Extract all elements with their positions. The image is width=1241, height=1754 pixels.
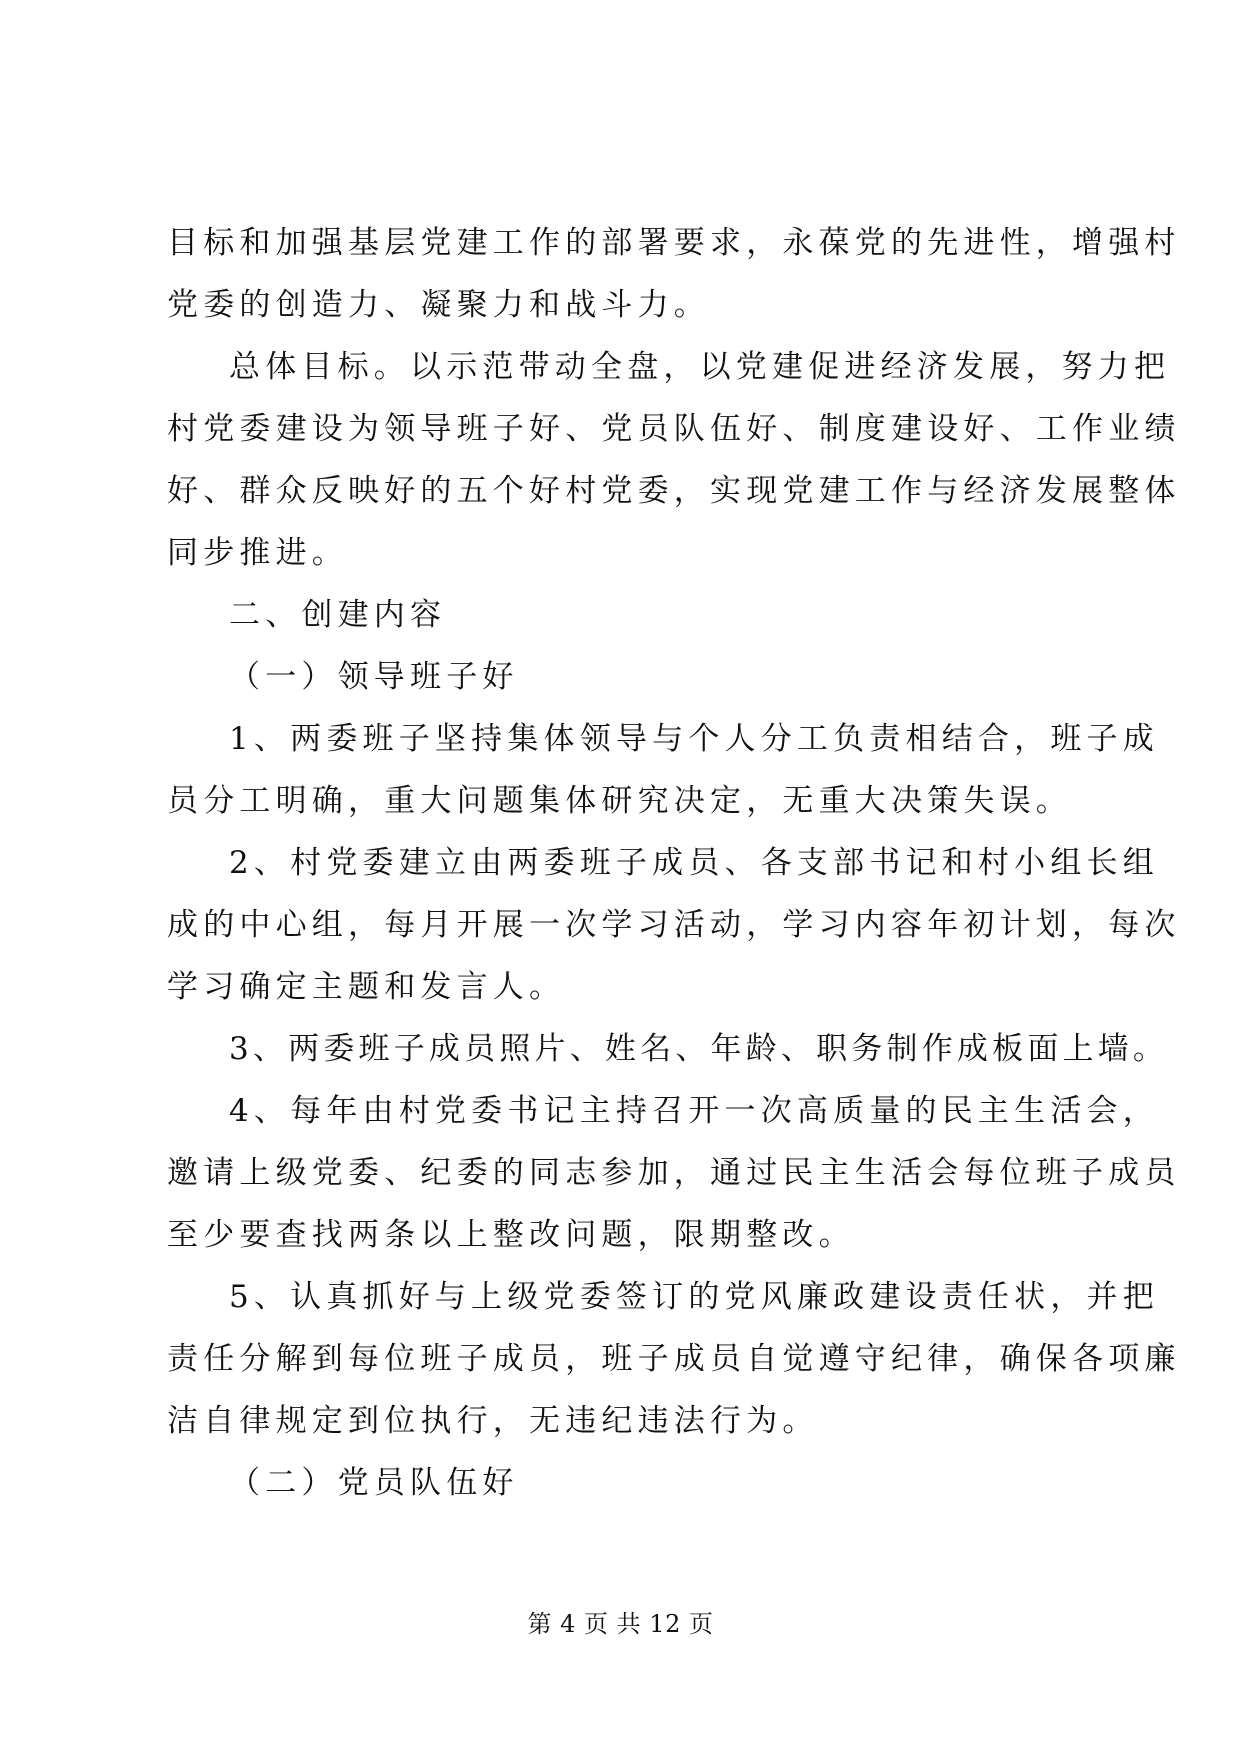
subsection-heading-party-members: （二）党员队伍好 [229, 1465, 519, 1501]
document-body [167, 225, 1181, 1530]
list-item-5: 5、认真抓好与上级党委签订的党风廉政建设责任状，并把 [229, 1279, 1159, 1315]
body-text-line: 同步推进。 [167, 535, 348, 571]
body-text-line: 责任分解到每位班子成员，班子成员自觉遵守纪律，确保各项廉 [167, 1341, 1181, 1377]
body-text-line: 邀请上级党委、纪委的同志参加，通过民主生活会每位班子成员 [167, 1155, 1181, 1191]
body-text-line: 员分工明确，重大问题集体研究决定，无重大决策失误。 [167, 783, 1072, 819]
body-text-line: 至少要查找两条以上整改问题，限期整改。 [167, 1217, 855, 1253]
list-item-3: 3、两委班子成员照片、姓名、年龄、职务制作成板面上墙。 [229, 1031, 1169, 1067]
body-text-line: 村党委建设为领导班子好、党员队伍好、制度建设好、工作业绩 [167, 411, 1181, 447]
body-text-line: 好、群众反映好的五个好村党委，实现党建工作与经济发展整体 [167, 473, 1181, 509]
body-text-line: 目标和加强基层党建工作的部署要求，永葆党的先进性，增强村 [167, 225, 1181, 261]
body-text-line: 党委的创造力、凝聚力和战斗力。 [167, 287, 710, 323]
body-text-line: 学习确定主题和发言人。 [167, 969, 566, 1005]
paragraph-overall-goal: 总体目标。以示范带动全盘，以党建促进经济发展，努力把 [229, 349, 1171, 385]
list-item-2: 2、村党委建立由两委班子成员、各支部书记和村小组长组 [229, 845, 1159, 881]
body-text-line: 成的中心组，每月开展一次学习活动，学习内容年初计划，每次 [167, 907, 1181, 943]
list-item-4: 4、每年由村党委书记主持召开一次高质量的民主生活会， [229, 1093, 1159, 1129]
subsection-heading-leadership: （一）领导班子好 [229, 659, 519, 695]
list-item-1: 1、两委班子坚持集体领导与个人分工负责相结合，班子成 [229, 721, 1159, 757]
page-number-footer: 第 4 页 共 12 页 [527, 1610, 714, 1638]
section-heading-creation-content: 二、创建内容 [229, 597, 447, 633]
body-text-line: 洁自律规定到位执行，无违纪违法行为。 [167, 1403, 819, 1439]
